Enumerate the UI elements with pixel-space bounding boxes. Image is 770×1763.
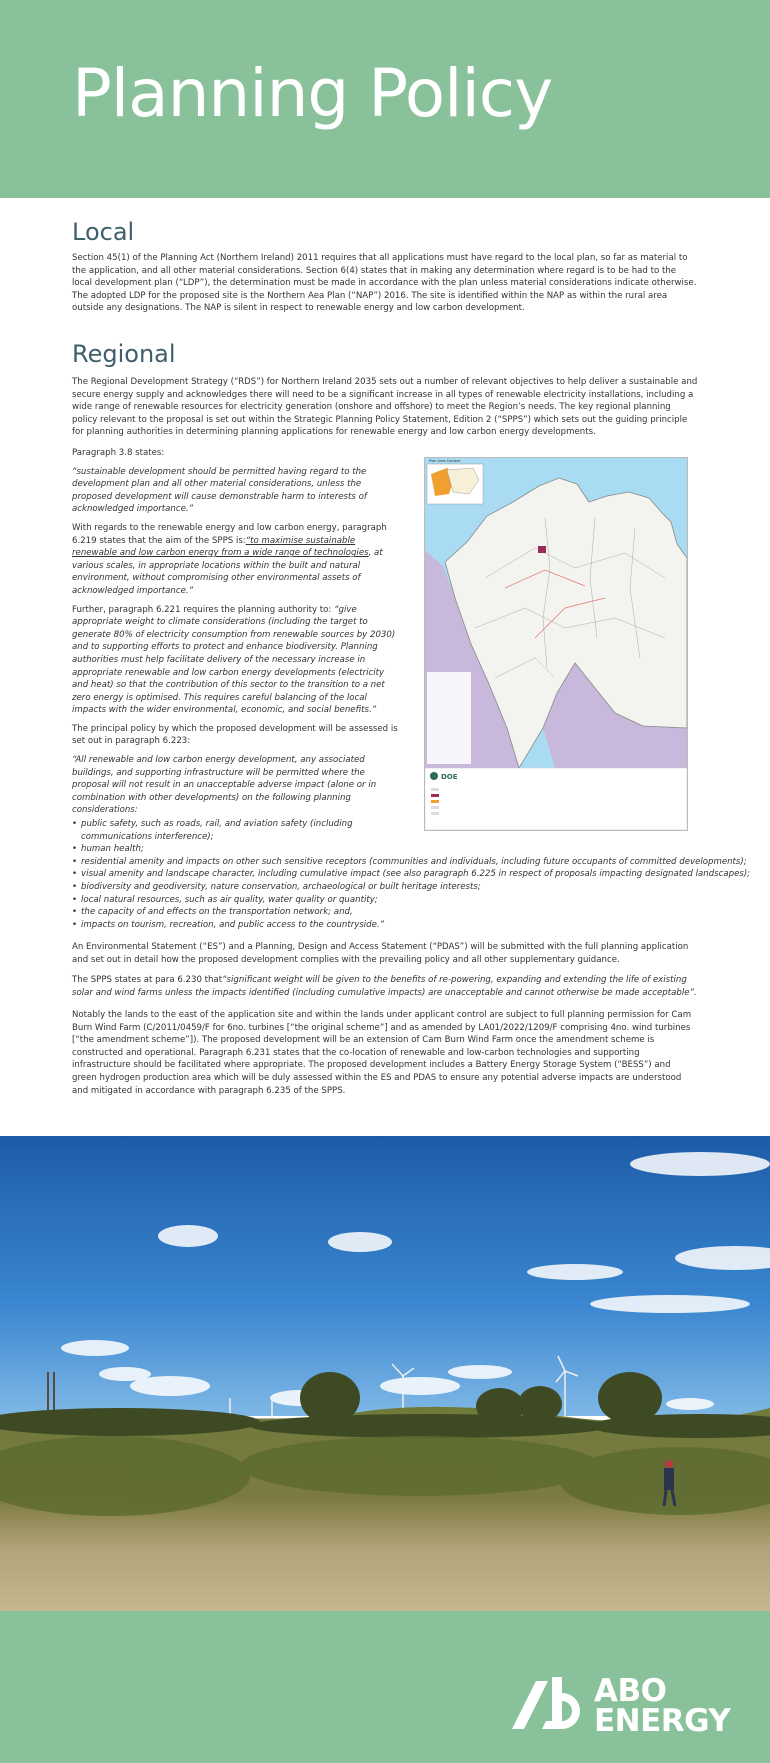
page-title: Planning Policy (72, 55, 553, 132)
local-heading: Local (72, 218, 135, 246)
map-image (425, 458, 687, 830)
p6221-paragraph: Further, paragraph 6.221 requires the planning authority to: “give appropriate weight to climate considerations (including the target to generate 80% of electricity consumption from renewable sources by 2030) and to supporting efforts to protect and enhance biodiversity. Planning authorities must help facilitate delivery of the necessary increase in appropriate renewable and low carbon energy developments (electricity and heat) so that the contribution of this sector to the transition to a net zero energy is optimised. This requires careful balancing of the local impacts with the wider environmental, economic, and social benefits.” (72, 604, 396, 716)
abo-energy-logo-mark (512, 1677, 588, 1731)
p6223-lead: The principal policy by which the proposed development will be assessed is set out in paragraph 6.223: (72, 723, 398, 747)
es-text: An Environmental Statement (“ES”) and a Planning, Design and Access Statement (“PDAS”) will be submitted with the full planning application and set out in detail how the proposed development complies with the prevailing policy and all other supplementary guidance. (72, 942, 689, 965)
regional-intro: The Regional Development Strategy (“RDS”) for Northern Ireland 2035 sets out a number of relevant objectives to help deliver a sustainable and secure energy supply and acknowledges there will need to be a significant increase in all types of renewable electricity installations, including a wide range of renewable resources for electricity generation (onshore and offshore) to meet the Region’s needs. The key regional planning policy relevant to the proposal is set out within the Strategic Planning Policy Statement, Edition 2 (“SPPS”) which sets out the guiding principle for planning authorities in determining planning applications for renewable energy and low carbon energy developments. (72, 377, 698, 438)
svg-text:DOE: DOE (441, 773, 458, 781)
area-plan-map (424, 457, 688, 831)
landscape-photo (0, 1136, 770, 1611)
para38-quote: “sustainable development should be permitted having regard to the development plan and all other material considerations, unless the proposed development will cause demonstrable harm to interests of acknowledged importance.” (72, 466, 367, 515)
list-item: • biodiversity and geodiversity, nature conservation, archaeological or built heritage interests; (72, 881, 398, 894)
list-item: • residential amenity and impacts on other such sensitive receptors (communities and individuals, including future occupants of committed developments); (72, 856, 398, 869)
p6219-paragraph: With regards to the renewable energy and low carbon energy, paragraph 6.219 states that the aim of the SPPS is:“to maximise sustainable renewable and low carbon energy from a wide range of technologies, at various scales, in appropriate locations within the built and natural environment, without compromising other environmental assets of acknowledged importance.” (72, 522, 387, 596)
svg-text:Plan Area Context: Plan Area Context (429, 459, 461, 463)
title-banner (0, 0, 770, 198)
brand-line-2: ENERGY (594, 1703, 731, 1739)
p6230-paragraph: The SPPS states at para 6.230 that“significant weight will be given to the benefits of re-powering, expanding and extending the life of existing solar and wind farms unless the impacts identified (including cumulative impacts) are unacceptable and cannot otherwise be made acceptable”. (72, 975, 697, 998)
list-item: • public safety, such as roads, rail, and aviation safety (including communications interference); (72, 818, 398, 843)
list-item: • visual amenity and landscape character, including cumulative impact (see also paragraph 6.225 in respect of proposals impacting designated landscapes); (72, 868, 398, 881)
list-item: • the capacity of and effects on the transportation network; and, (72, 906, 398, 919)
para38-label: Paragraph 3.8 states: (72, 448, 165, 458)
list-item: • human health; (72, 843, 398, 856)
final-text: Notably the lands to the east of the application site and within the lands under applicant control are subject to full planning permission for Cam Burn Wind Farm (C/2011/0459/F for 6no. turbines [“the original scheme”] and as amended by LA01/2022/1209/F comprising 4no. wind turbines [“the amendment scheme”]). The proposed development will be an extension of Cam Burn Wind Farm once the amendment scheme is constructed and operational. Paragraph 6.231 states that the co-location of renewable and low-carbon technologies and supporting infrastructure should be facilitated where appropriate. The proposed development includes a Battery Energy Storage System (“BESS”) and green hydrogen production area which will be duly assessed within the ES and PDAS to ensure any potential adverse impacts are understood and mitigated in accordance with paragraph 6.235 of the SPPS. (72, 1010, 692, 1096)
p6223-quote: “All renewable and low carbon energy development, any associated buildings, and supporting infrastructure will be permitted where the proposal will not result in an unacceptable adverse impact (alone or in combination with other developments) on the following planning considerations: (72, 755, 377, 816)
local-text: Section 45(1) of the Planning Act (Northern Ireland) 2011 requires that all applications must have regard to the local plan, so far as material to the application, and all other material considerations. Section 6(4) states that in making any determination where regard is to be had to the local development plan (“LDP”), the determination must be made in accordance with the plan unless material considerations indicate otherwise. The adopted LDP for the proposed site is the Northern Aea Plan (“NAP”) 2016. The site is identified within the NAP as within the rural area outside any designations. The NAP is silent in respect to renewable energy and low carbon development. (72, 253, 697, 314)
regional-heading: Regional (72, 340, 176, 368)
brand-line-1: ABO (594, 1673, 667, 1709)
considerations-list (72, 818, 751, 931)
list-item: • local natural resources, such as air quality, water quality or quantity; (72, 894, 398, 907)
wind-farm-photo (0, 1136, 770, 1611)
abo-energy-logo-text (594, 1673, 731, 1739)
list-item: • impacts on tourism, recreation, and public access to the countryside.” (72, 919, 398, 932)
